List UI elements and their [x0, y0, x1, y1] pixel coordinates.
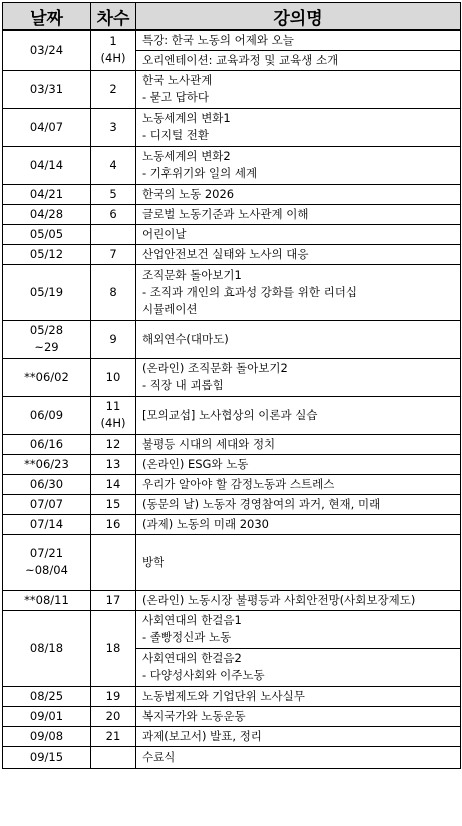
date-cell: 03/24 [3, 30, 91, 70]
lecture-cell: 복지국가와 노동운동 [136, 706, 461, 726]
table-row [3, 224, 461, 244]
session-cell: 13 [91, 454, 136, 474]
session-cell: 2 [91, 70, 136, 108]
lecture-line: 사회연대의 한걸음1 [142, 613, 242, 627]
date-cell: 03/31 [3, 70, 91, 108]
lecture-cell: (온라인) 노동시장 불평등과 사회안전망(사회보장제도) [136, 590, 461, 610]
date-cell: 09/15 [3, 746, 91, 768]
lecture-cell: 수료식 [136, 746, 461, 768]
table-row [3, 434, 461, 454]
table-row [3, 746, 461, 768]
header-lecture: 강의명 [136, 3, 461, 31]
header-date: 날짜 [3, 3, 91, 31]
session-hours: (4H) [100, 51, 126, 66]
session-cell [91, 396, 136, 434]
lecture-line: 노동세계의 변화2 [142, 149, 231, 163]
table-row [3, 590, 461, 610]
lecture-cell: 어린이날 [136, 224, 461, 244]
table-row [3, 184, 461, 204]
date-line: 05/28 [29, 323, 64, 337]
table-row [3, 146, 461, 184]
session-cell: 7 [91, 244, 136, 264]
date-cell: **06/02 [3, 358, 91, 396]
date-line: ~08/04 [25, 563, 68, 577]
lecture-line: - 묻고 답하다 [142, 90, 210, 104]
date-cell: 09/08 [3, 726, 91, 746]
lecture-line: 조직문화 돌아보기1 [142, 267, 242, 282]
lecture-cell [136, 264, 461, 320]
date-cell: 04/07 [3, 108, 91, 146]
lecture-cell: 노동법제도와 기업단위 노사실무 [136, 686, 461, 706]
lecture-cell: 해외연수(대마도) [136, 320, 461, 358]
lecture-cell: 특강: 한국 노동의 어제와 오늘 [136, 30, 461, 50]
session-cell: 3 [91, 108, 136, 146]
date-cell: 07/14 [3, 514, 91, 534]
lecture-cell: (과제) 노동의 미래 2030 [136, 514, 461, 534]
lecture-line: - 졸빵정신과 노동 [142, 630, 232, 644]
session-cell: 5 [91, 184, 136, 204]
lecture-line: 사회연대의 한걸음2 [142, 651, 242, 665]
date-line: ~29 [34, 340, 59, 354]
lecture-line: (온라인) 조직문화 돌아보기2 [142, 361, 288, 375]
table-row [3, 474, 461, 494]
header-session: 차수 [91, 3, 136, 31]
session-cell: 14 [91, 474, 136, 494]
date-line: 07/21 [29, 546, 64, 560]
lecture-line: 노동세계의 변화1 [142, 111, 231, 125]
date-cell: 04/28 [3, 204, 91, 224]
table-row [3, 204, 461, 224]
lecture-cell [136, 146, 461, 184]
session-cell: 16 [91, 514, 136, 534]
date-cell: **08/11 [3, 590, 91, 610]
lecture-line: 시뮬레이션 [142, 301, 198, 316]
schedule-table [2, 2, 461, 769]
table-row [3, 320, 461, 358]
table-row [3, 108, 461, 146]
lecture-cell: (온라인) ESG와 노동 [136, 454, 461, 474]
lecture-cell [136, 358, 461, 396]
table-row [3, 514, 461, 534]
date-cell: **06/23 [3, 454, 91, 474]
session-cell: 8 [91, 264, 136, 320]
session-cell: 10 [91, 358, 136, 396]
lecture-cell: 산업안전보건 실태와 노사의 대응 [136, 244, 461, 264]
lecture-cell [136, 648, 461, 686]
lecture-cell [136, 610, 461, 648]
session-cell: 12 [91, 434, 136, 454]
date-cell: 05/19 [3, 264, 91, 320]
date-cell [3, 534, 91, 590]
table-row [3, 264, 461, 320]
session-cell: 9 [91, 320, 136, 358]
lecture-cell [136, 70, 461, 108]
date-cell: 06/16 [3, 434, 91, 454]
table-row [3, 244, 461, 264]
lecture-cell [136, 108, 461, 146]
table-row [3, 454, 461, 474]
lecture-cell: 글로벌 노동기준과 노사관계 이해 [136, 204, 461, 224]
session-number: 1 [109, 34, 117, 49]
table-row [3, 686, 461, 706]
table-row [3, 610, 461, 648]
session-cell: 6 [91, 204, 136, 224]
date-cell: 08/18 [3, 610, 91, 686]
session-cell: 20 [91, 706, 136, 726]
date-cell: 05/12 [3, 244, 91, 264]
session-cell: 19 [91, 686, 136, 706]
lecture-line: - 기후위기와 일의 세계 [142, 166, 258, 180]
date-cell: 08/25 [3, 686, 91, 706]
table-row [3, 534, 461, 590]
lecture-cell: 오리엔테이션: 교육과정 및 교육생 소개 [136, 50, 461, 70]
lecture-cell: 방학 [136, 534, 461, 590]
session-cell: 17 [91, 590, 136, 610]
date-cell: 09/01 [3, 706, 91, 726]
date-cell: 05/05 [3, 224, 91, 244]
header-row [3, 3, 461, 31]
lecture-cell: 과제(보고서) 발표, 정리 [136, 726, 461, 746]
lecture-line: - 직장 내 괴롭힘 [142, 378, 224, 392]
table-row [3, 726, 461, 746]
date-cell: 04/21 [3, 184, 91, 204]
table-row [3, 706, 461, 726]
lecture-line: - 디지털 전환 [142, 128, 210, 142]
session-cell: 4 [91, 146, 136, 184]
table-row [3, 30, 461, 50]
session-cell [91, 224, 136, 244]
table-row [3, 396, 461, 434]
session-cell: 15 [91, 494, 136, 514]
date-cell: 07/07 [3, 494, 91, 514]
session-cell: 18 [91, 610, 136, 686]
table-row [3, 494, 461, 514]
session-number: 11 [105, 399, 121, 413]
session-cell [91, 30, 136, 70]
lecture-cell: (동문의 날) 노동자 경영참여의 과거, 현재, 미래 [136, 494, 461, 514]
session-hours: (4H) [100, 416, 126, 430]
lecture-cell: 불평등 시대의 세대와 정치 [136, 434, 461, 454]
lecture-line: - 다양성사회와 이주노동 [142, 668, 265, 682]
table-row [3, 70, 461, 108]
lecture-line: 한국 노사관계 [142, 73, 213, 87]
lecture-line: - 조직과 개인의 효과성 강화를 위한 리더십 [142, 284, 357, 299]
lecture-cell: 우리가 알아야 할 감정노동과 스트레스 [136, 474, 461, 494]
session-cell [91, 746, 136, 768]
date-cell [3, 320, 91, 358]
lecture-cell: [모의교섭] 노사협상의 이론과 실습 [136, 396, 461, 434]
lecture-cell: 한국의 노동 2026 [136, 184, 461, 204]
session-cell: 21 [91, 726, 136, 746]
date-cell: 04/14 [3, 146, 91, 184]
date-cell: 06/30 [3, 474, 91, 494]
date-cell: 06/09 [3, 396, 91, 434]
table-row [3, 358, 461, 396]
session-cell [91, 534, 136, 590]
